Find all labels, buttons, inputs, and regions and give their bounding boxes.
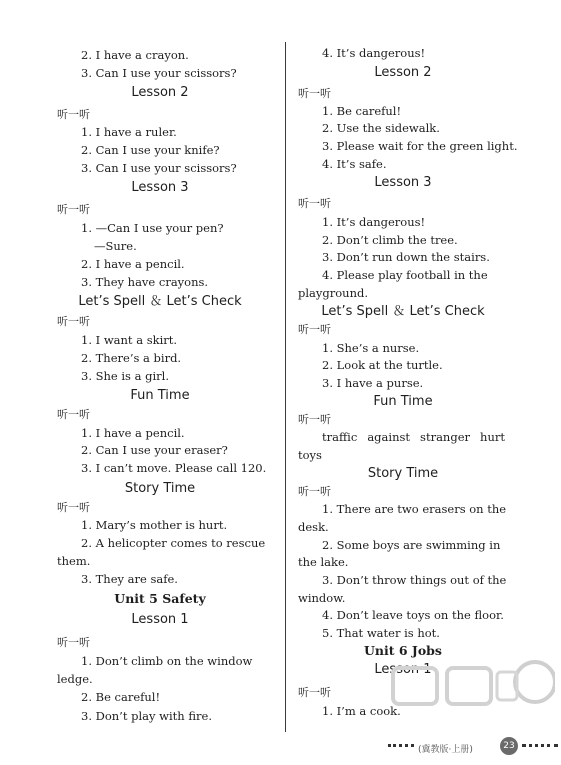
section-heading: Fun Time [130,388,190,403]
answer-line: 3. I can’t move. Please call 120. [81,461,267,475]
column-divider [285,42,286,732]
section-heading: Lesson 2 [131,85,189,100]
answer-line: 3. Don’t throw things out of the [322,573,507,587]
answer-line: 4. It’s safe. [322,157,387,171]
answer-line: 2. Some boys are swimming in [322,538,501,552]
listen-label: 听一听 [57,315,90,328]
answer-line: 1. I have a pencil. [81,426,185,440]
answer-line: 3. She is a girl. [81,369,169,383]
answer-line: 3. Can I use your scissors? [81,161,237,175]
answer-line: 2. I have a pencil. [81,257,185,271]
listen-label: 听一听 [298,87,331,100]
footer-dots [522,744,558,750]
listen-label: 听一听 [298,485,331,498]
answer-line: 1. Be careful! [322,104,402,118]
answer-line: 3. Can I use your scissors? [81,66,237,80]
section-heading: Lesson 2 [374,65,432,80]
footer-book-label: (冀教版·上册) [418,745,473,755]
listen-label: 听一听 [298,323,331,336]
answer-line: 1. Mary’s mother is hurt. [81,518,228,532]
answer-line: 3. Please wait for the green light. [322,139,518,153]
answer-line: 2. Don’t climb the tree. [322,233,458,247]
answer-line: them. [57,554,91,568]
answer-line: 3. Don’t play with fire. [81,709,212,723]
answer-line: the lake. [298,555,349,569]
answer-line: 3. I have a purse. [322,376,424,390]
section-heading: Story Time [367,466,439,481]
answer-line: 2. Can I use your eraser? [81,443,228,457]
listen-label: 听一听 [57,408,90,421]
answer-line: 3. They have crayons. [81,275,209,289]
answer-line: 4. Please play football in the [322,268,488,282]
listen-label: 听一听 [57,636,90,649]
answer-line: 1. Don’t climb on the window [81,654,253,668]
answer-line: 3. Don’t run down the stairs. [322,250,490,264]
answer-line: 2. Be careful! [81,690,161,704]
section-heading: Let’s Spell ＆ Let’s Check [321,304,485,319]
answer-line: 4. It’s dangerous! [322,46,426,60]
unit-heading: Unit 6 Jobs [364,643,442,658]
answer-line: 2. Use the sidewalk. [322,121,440,135]
answer-line: 2. I have a crayon. [81,48,189,62]
answer-line: 1. There are two erasers on the [322,502,507,516]
section-heading: Fun Time [373,394,433,409]
listen-label: 听一听 [57,108,90,121]
section-heading: Lesson 3 [374,175,432,190]
answer-line: 1. I have a ruler. [81,125,177,139]
section-heading: Let’s Spell ＆ Let’s Check [78,294,242,309]
answer-line: 1. I want a skirt. [81,333,178,347]
watermark-stamp [385,650,555,730]
section-heading: Lesson 1 [374,662,432,677]
listen-label: 听一听 [57,203,90,216]
answer-line: 2. Look at the turtle. [322,358,443,372]
answer-line: 2. There’s a bird. [81,351,182,365]
answer-line: playground. [298,286,369,300]
answer-line: —Sure. [94,239,137,253]
answer-line: desk. [298,520,329,534]
page-number-badge: 23 [500,737,518,755]
unit-heading: Unit 5 Safety [114,591,206,606]
answer-line: window. [298,591,346,605]
listen-label: 听一听 [298,413,331,426]
listen-label: 听一听 [57,501,90,514]
listen-label: 听一听 [298,197,331,210]
answer-line: 5. That water is hot. [322,626,440,640]
answer-line: 1. She’s a nurse. [322,341,420,355]
section-heading: Lesson 1 [131,612,189,627]
answer-line: 2. Can I use your knife? [81,143,220,157]
footer-dots [388,744,414,750]
answer-line: 1. I’m a cook. [322,704,401,718]
answer-line: 3. They are safe. [81,572,178,586]
answer-line: 1. It’s dangerous! [322,215,426,229]
answer-line: ledge. [57,672,93,686]
answer-line: 1. —Can I use your pen? [81,221,224,235]
answer-line: 2. A helicopter comes to rescue [81,536,266,550]
listen-label: 听一听 [298,686,331,699]
answer-line: traffic against stranger hurt [322,430,505,444]
answer-line: 4. Don’t leave toys on the floor. [322,608,504,622]
answer-line: toys [298,448,322,462]
section-heading: Lesson 3 [131,180,189,195]
section-heading: Story Time [124,481,196,496]
